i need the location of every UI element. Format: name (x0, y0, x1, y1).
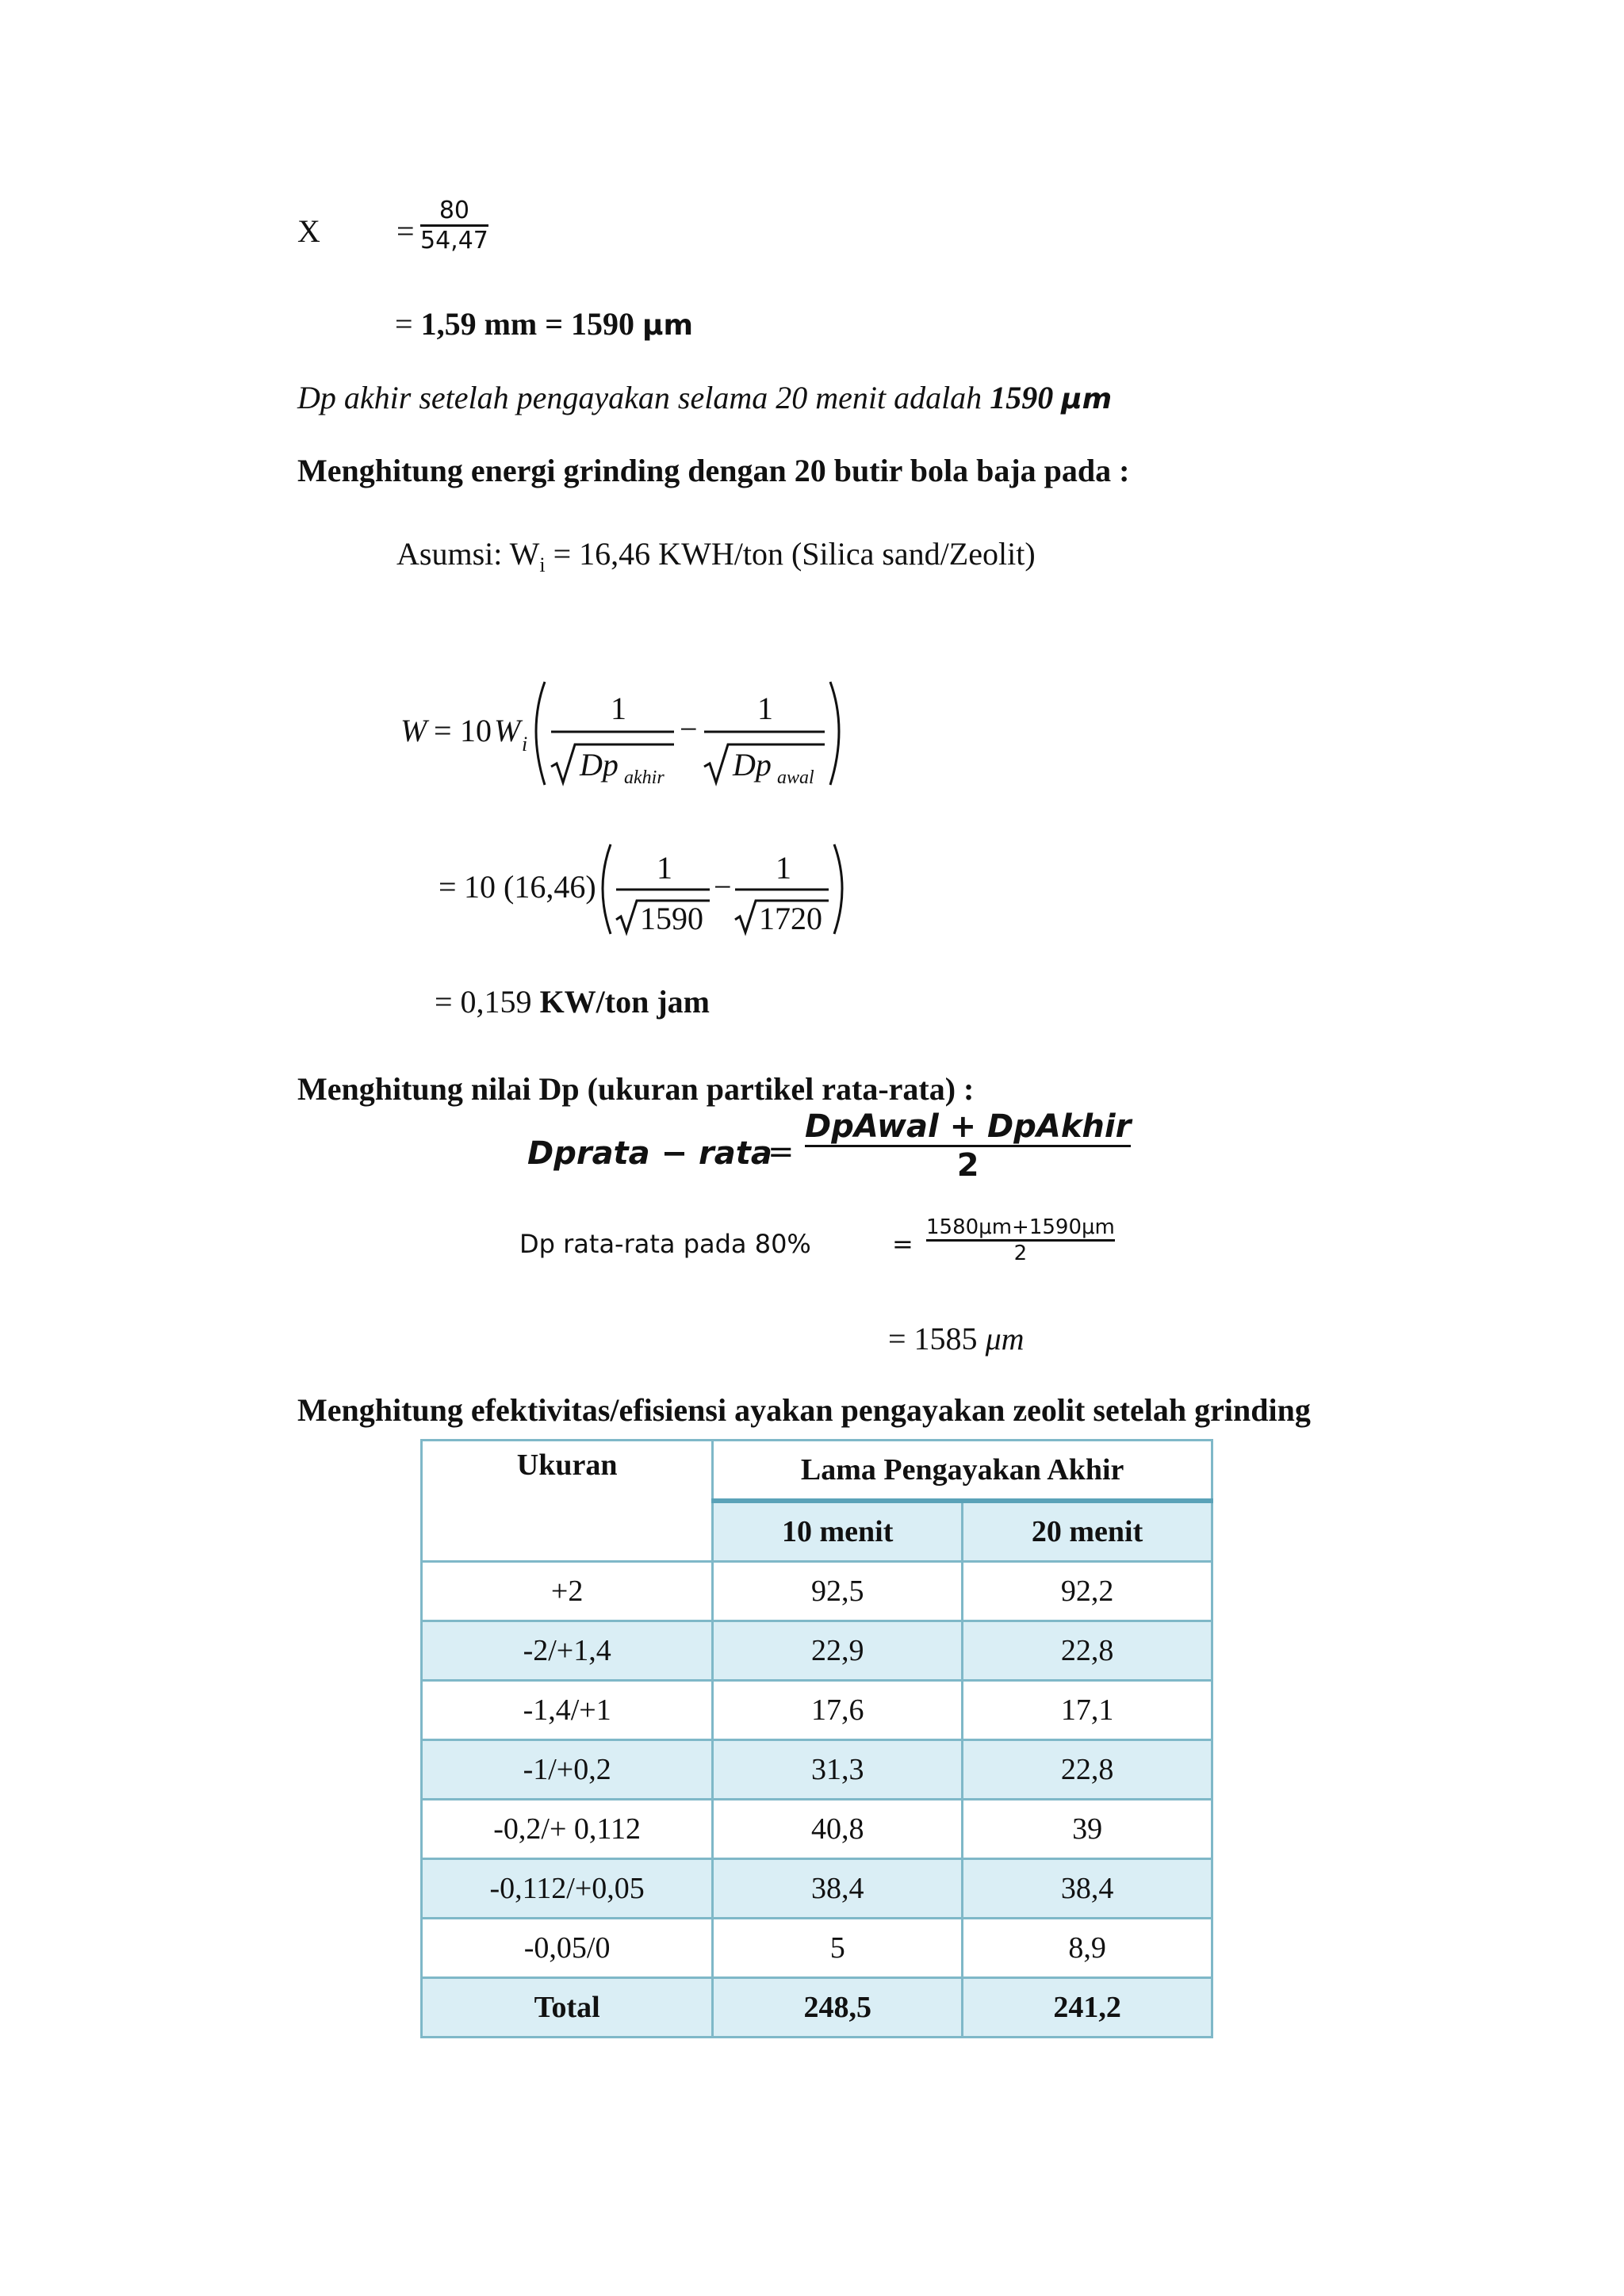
table-total-10: 248,5 (713, 1978, 963, 2038)
fraction-x (420, 197, 488, 254)
heading-efficiency: Menghitung efektivitas/efisiensi ayakan pengayakan zeolit setelah grinding (297, 1392, 1311, 1428)
bond-dp-1: Dp (580, 747, 619, 783)
result-unit: μm (642, 309, 694, 342)
fraction-x-numerator: 80 (439, 197, 470, 224)
energy-result (435, 983, 710, 1020)
dp-result-value: = 1585 (888, 1321, 978, 1357)
heading-energy: Menghitung energi grinding dengan 20 butir bola baja pada : (297, 453, 1130, 488)
table-header-row (422, 1441, 1212, 1502)
sub-val2: 1720 (759, 901, 822, 936)
bond-paren-right (830, 682, 839, 785)
table-cell-20: 22,8 (963, 1740, 1212, 1800)
table-cell-10: 38,4 (713, 1859, 963, 1919)
bond-dp-2: Dp (733, 747, 772, 783)
table-total-label: Total (422, 1978, 713, 2038)
dp80-label: Dp rata-rata pada 80% (519, 1229, 811, 1259)
bond-wi-sub: i (522, 733, 528, 756)
table-cell-10: 22,9 (713, 1621, 963, 1681)
dp-result (888, 1320, 1025, 1357)
fraction-x-denominator: 54,47 (420, 227, 488, 254)
energy-result-value: = 0,159 (435, 984, 532, 1020)
table-cell-20: 8,9 (963, 1919, 1212, 1978)
heading-dp: Menghitung nilai Dp (ukuran partikel rata-rata) : (297, 1071, 975, 1107)
table-row (422, 1681, 1212, 1740)
dp-sentence (297, 379, 1112, 416)
table-cell-size: -1,4/+1 (422, 1681, 713, 1740)
table-cell-10: 17,6 (713, 1681, 963, 1740)
dp80-numerator: 1580μm+1590μm (926, 1215, 1115, 1239)
table-row (422, 1800, 1212, 1859)
dp-result-unit: μm (985, 1321, 1025, 1357)
dp80-denominator: 2 (1013, 1242, 1028, 1265)
table-row (422, 1919, 1212, 1978)
sub-one-1: 1 (657, 850, 672, 886)
bond-lhs: W (400, 713, 427, 748)
assumption-line (396, 535, 1036, 577)
calc-x-eq: = (396, 213, 415, 249)
table-row (422, 1740, 1212, 1800)
dp-sentence-value: 1590 (990, 380, 1054, 415)
table-header-20: 20 menit (963, 1501, 1212, 1562)
table-row (422, 1859, 1212, 1919)
bond-eq: = (434, 713, 452, 748)
assumption-prefix: Asumsi: W (396, 536, 540, 572)
table-cell-10: 40,8 (713, 1800, 963, 1859)
bond-one-2: 1 (757, 691, 773, 726)
table-cell-size: -0,2/+ 0,112 (422, 1800, 713, 1859)
dp80-fraction (926, 1215, 1115, 1265)
sub-paren-left (603, 844, 611, 934)
table-header-group: Lama Pengayakan Akhir (713, 1441, 1212, 1502)
table-cell-20: 92,2 (963, 1562, 1212, 1621)
dp-formula-fraction (805, 1108, 1131, 1184)
table-cell-20: 39 (963, 1800, 1212, 1859)
assumption-sub: i (539, 553, 546, 576)
bond-paren-left (536, 682, 545, 785)
table-cell-size: -1/+0,2 (422, 1740, 713, 1800)
dp-sentence-unit: μm (1061, 383, 1113, 415)
table-cell-size: +2 (422, 1562, 713, 1621)
sub-paren-right (834, 844, 842, 934)
dp-formula-numerator: DpAwal + DpAkhir (805, 1108, 1132, 1145)
dp-sentence-text: Dp akhir setelah pengayakan selama 20 menit adalah (297, 380, 982, 415)
dp80-eq: = (892, 1229, 914, 1259)
result-eq: = (395, 306, 413, 342)
sieve-table (420, 1439, 1213, 2038)
table-row (422, 1621, 1212, 1681)
bond-minus: − (680, 711, 698, 747)
table-cell-10: 31,3 (713, 1740, 963, 1800)
sub-minus: − (714, 869, 732, 905)
table-cell-size: -0,05/0 (422, 1919, 713, 1978)
table-header-size: Ukuran (422, 1441, 713, 1562)
sub-one-2: 1 (776, 850, 791, 886)
table-row (422, 1562, 1212, 1621)
bond-coef: 10 (460, 713, 492, 748)
sub-coef: 10 (16,46) (464, 869, 596, 905)
bond-formula (393, 678, 852, 797)
sub-formula (432, 840, 860, 943)
result-value: 1,59 mm = 1590 (420, 306, 634, 342)
table-cell-size: -0,112/+0,05 (422, 1859, 713, 1919)
energy-result-unit: KW/ton jam (539, 984, 710, 1020)
table-cell-20: 17,1 (963, 1681, 1212, 1740)
bond-sub-awal: awal (777, 767, 814, 788)
dp-formula-denominator: 2 (956, 1147, 979, 1184)
sub-eq: = (439, 869, 457, 905)
table-total-20: 241,2 (963, 1978, 1212, 2038)
table-cell-20: 38,4 (963, 1859, 1212, 1919)
calc-x-label: X (297, 213, 320, 249)
table-total-row (422, 1978, 1212, 2038)
table-cell-size: -2/+1,4 (422, 1621, 713, 1681)
bond-one-1: 1 (611, 691, 626, 726)
assumption-suffix: = 16,46 KWH/ton (Silica sand/Zeolit) (545, 536, 1036, 572)
dp-formula-eq: = (768, 1134, 795, 1170)
result-line (395, 305, 693, 342)
table-header-10: 10 menit (713, 1501, 963, 1562)
table-cell-20: 22,8 (963, 1621, 1212, 1681)
bond-sub-akhir: akhir (624, 767, 665, 788)
table-cell-10: 92,5 (713, 1562, 963, 1621)
dp-formula-lhs: Dprata − rata (527, 1135, 772, 1172)
table-cell-10: 5 (713, 1919, 963, 1978)
bond-wi: W (494, 713, 521, 748)
sub-val1: 1590 (640, 901, 703, 936)
